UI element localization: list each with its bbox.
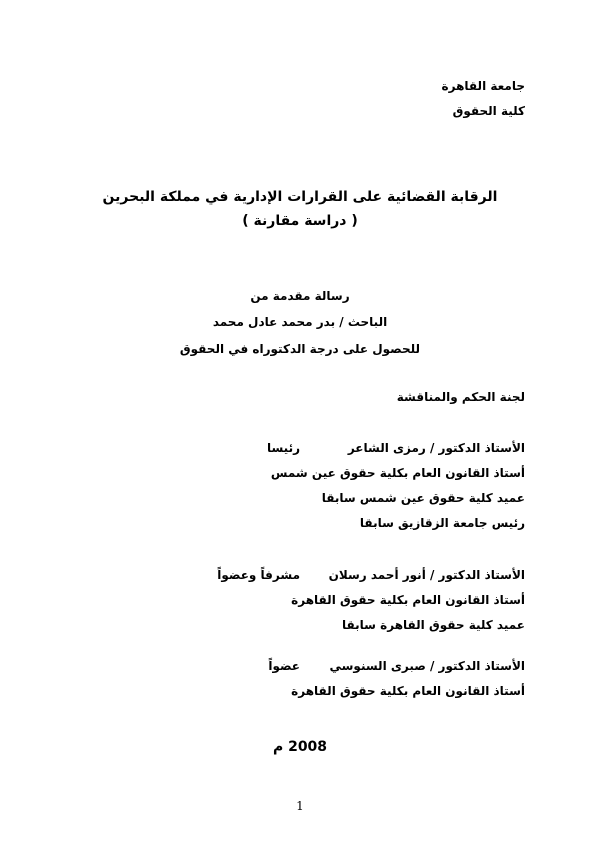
member-3-line-1: أستاذ القانون العام بكلية حقوق القاهرة [291,684,525,698]
member-2-role: مشرفاً وعضواً [217,568,300,582]
member-3-role: عضواً [268,659,300,673]
thesis-subtitle: ( دراسة مقارنة ) [242,213,358,229]
member-1-role: رئيسا [266,441,300,455]
faculty-name: كلية الحقوق [452,104,525,118]
thesis-title: الرقابة القضائية على القرارات الإدارية في مملكة البحرين [102,189,498,205]
member-2-line-1: أستاذ القانون العام بكلية حقوق القاهرة [291,593,525,607]
member-1-name: الأستاذ الدكتور / رمزى الشاعر [347,441,525,455]
member-1-line-2: عميد كلية حقوق عين شمس سابقا [321,491,525,505]
submission-line-1: رسالة مقدمة من [250,289,350,303]
member-1-line-1: أستاذ القانون العام بكلية حقوق عين شمس [270,466,525,480]
committee-heading: لجنة الحكم والمناقشة [396,390,525,404]
member-2-line-2: عميد كلية حقوق القاهرة سابقا [342,618,525,632]
degree-line: للحصول على درجة الدكتوراه في الحقوق [179,342,421,356]
page-number: 1 [296,799,304,813]
member-2-name: الأستاذ الدكتور / أنور أحمد رسلان [328,568,525,582]
year: 2008 م [272,739,328,755]
researcher-name: الباحث / بدر محمد عادل محمد [212,315,388,329]
member-3-name: الأستاذ الدكتور / صبرى السنوسي [329,659,525,673]
university-name: جامعة القاهرة [441,79,525,93]
member-1-line-3: رئيس جامعة الزقازيق سابقا [359,516,525,530]
